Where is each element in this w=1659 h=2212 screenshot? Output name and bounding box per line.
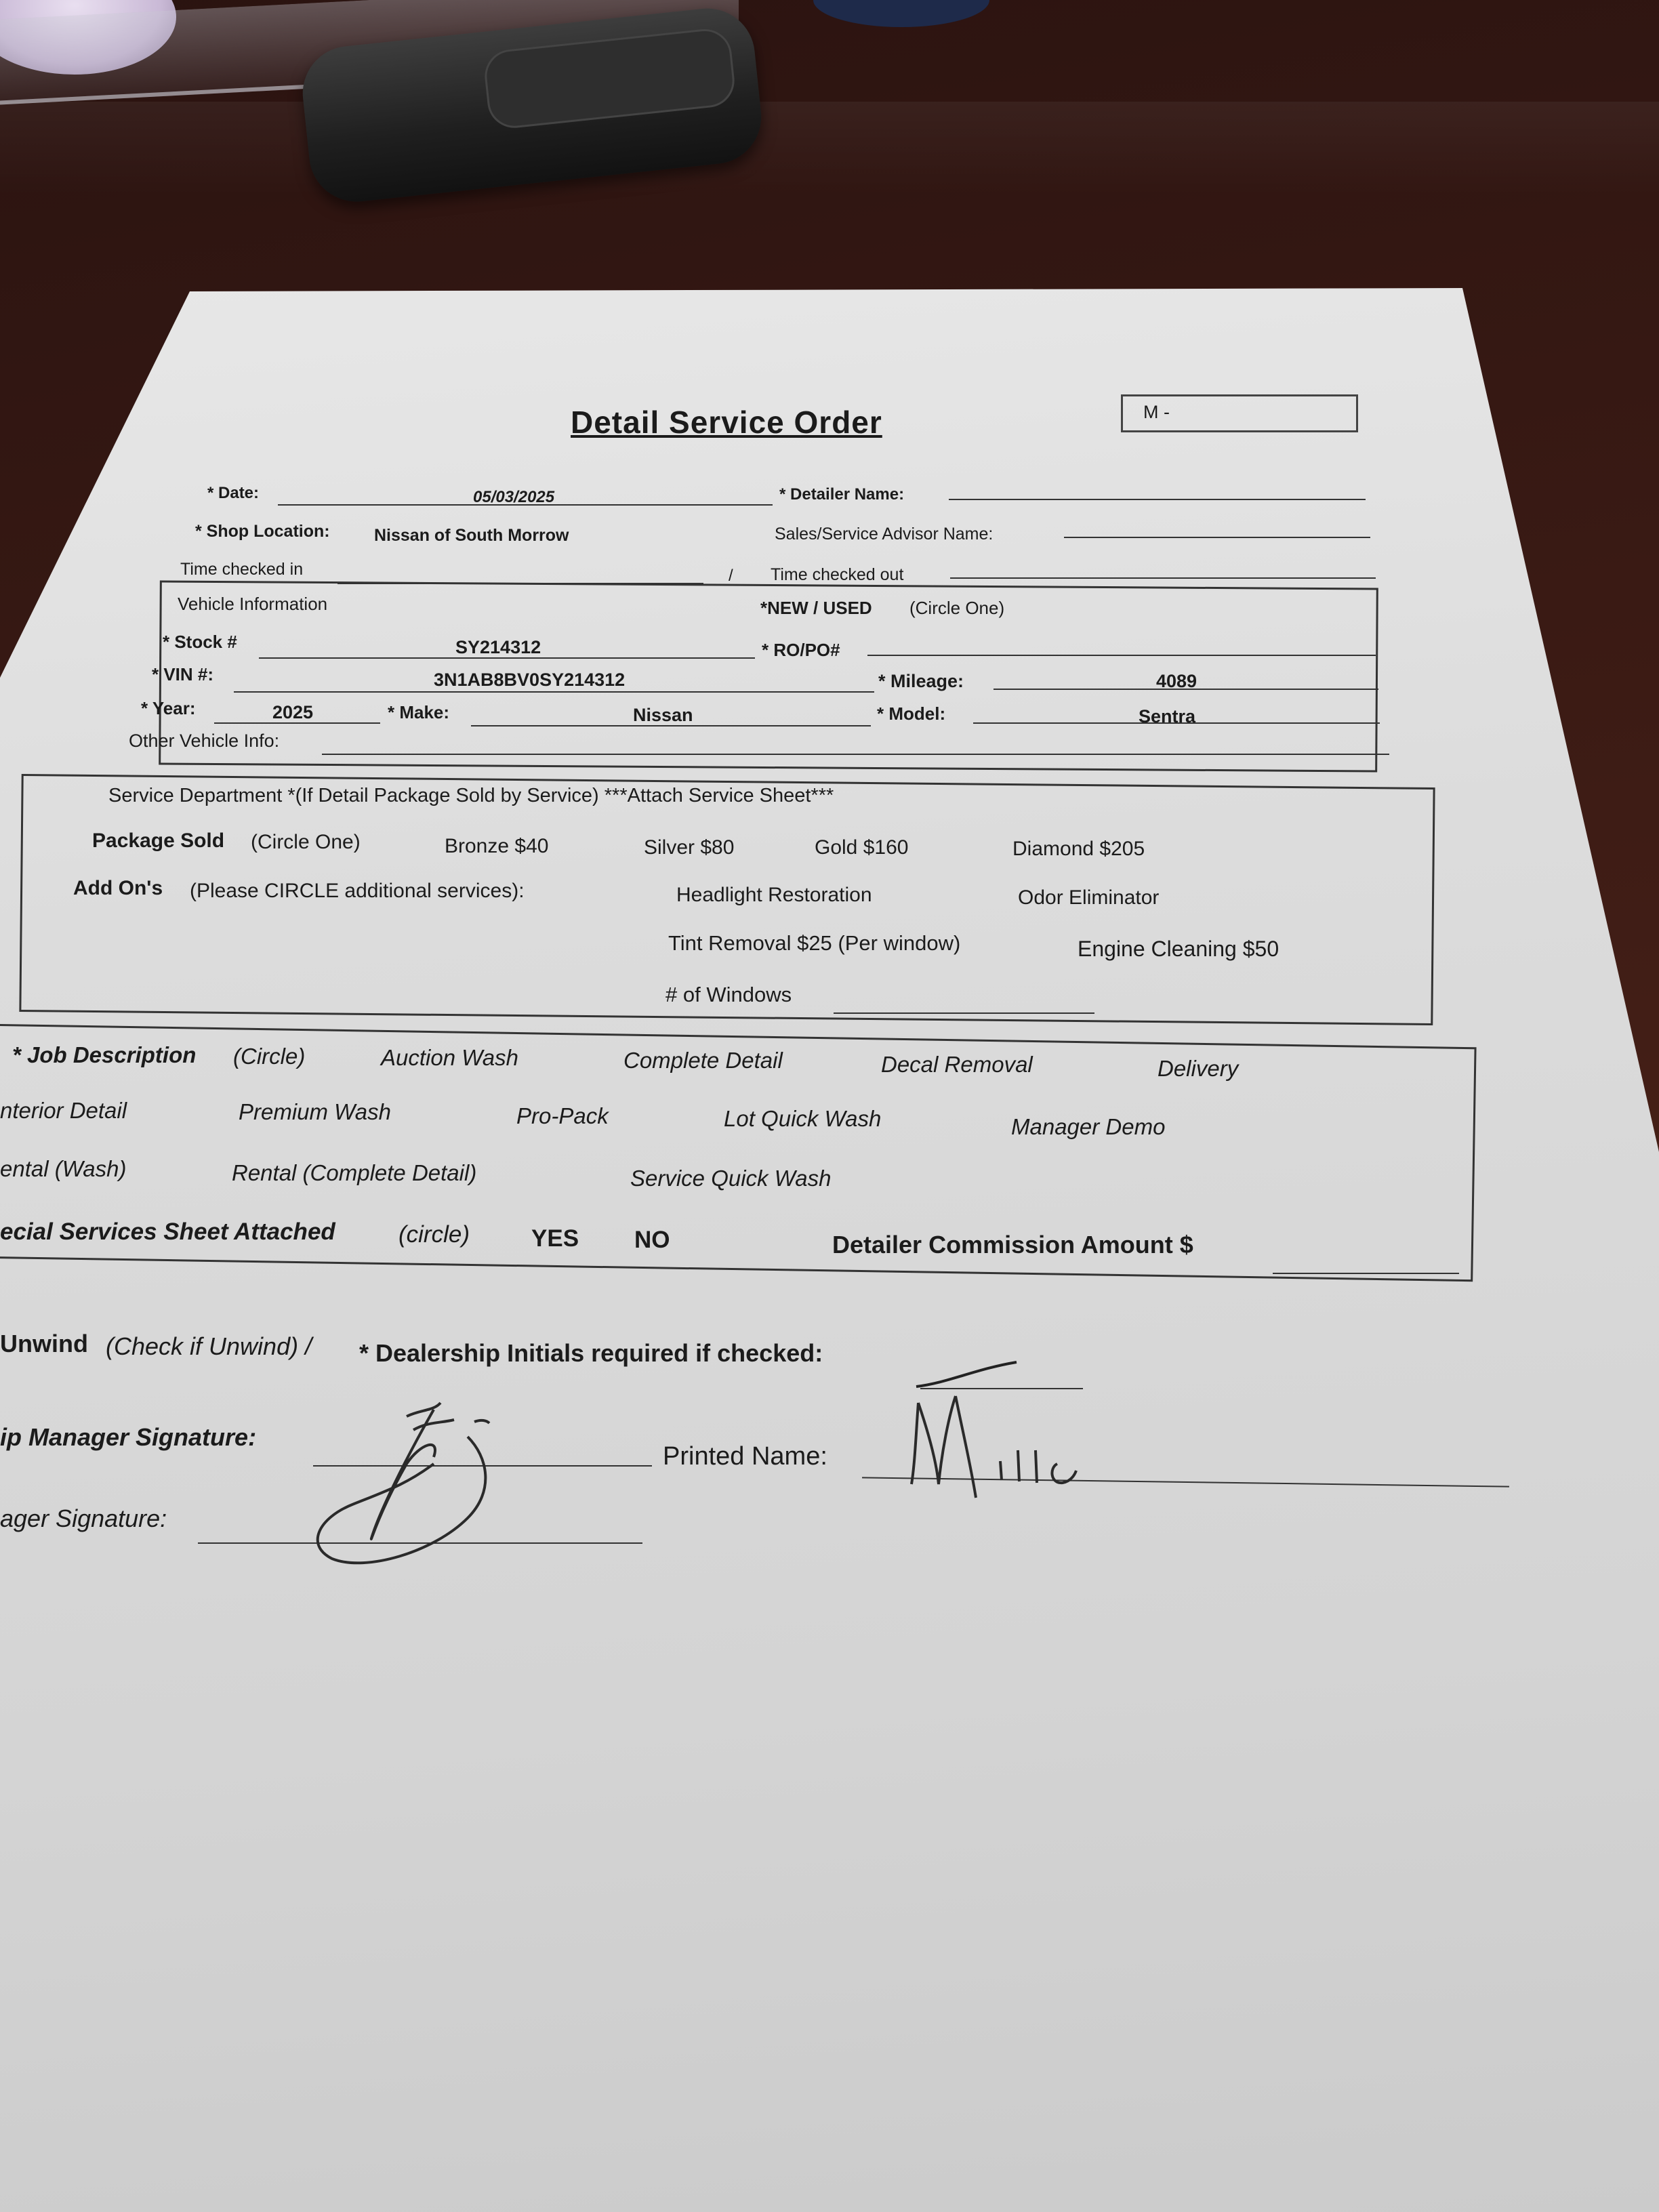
form-title: Detail Service Order <box>571 405 882 440</box>
addon-tint-removal[interactable]: Tint Removal $25 (Per window) <box>668 931 961 955</box>
date-value[interactable]: 05/03/2025 <box>473 488 555 506</box>
make-label: * Make: <box>388 702 450 722</box>
special-yes[interactable]: YES <box>531 1225 579 1252</box>
special-services-label: ecial Services Sheet Attached <box>0 1218 335 1245</box>
time-out-label: Time checked out <box>771 565 904 584</box>
unwind-hint: (Check if Unwind) / <box>106 1332 312 1360</box>
date-label: * Date: <box>207 484 260 502</box>
job-auction-wash[interactable]: Auction Wash <box>381 1045 518 1070</box>
unwind-label: Unwind <box>0 1330 88 1357</box>
printed-name-handwriting <box>912 1396 1076 1498</box>
new-used-hint: (Circle One) <box>909 598 1005 618</box>
vehicle-section-label: Vehicle Information <box>178 594 328 614</box>
shop-location-label: * Shop Location: <box>195 522 330 541</box>
package-hint: (Circle One) <box>251 831 361 853</box>
second-signature-label: ager Signature: <box>0 1504 167 1532</box>
job-description-label: * Job Description <box>12 1042 197 1067</box>
package-gold[interactable]: Gold $160 <box>815 836 909 859</box>
job-rental-wash[interactable]: ental (Wash) <box>0 1156 127 1181</box>
year-label: * Year: <box>141 698 196 718</box>
job-pro-pack[interactable]: Pro-Pack <box>516 1103 609 1128</box>
job-lot-quick-wash[interactable]: Lot Quick Wash <box>724 1106 882 1131</box>
order-number-prefix: M - <box>1143 402 1170 422</box>
ro-po-label: * RO/PO# <box>762 640 840 660</box>
model-value[interactable]: Sentra <box>1139 706 1196 726</box>
addons-hint: (Please CIRCLE additional services): <box>190 880 525 902</box>
mileage-value[interactable]: 4089 <box>1156 671 1197 691</box>
addon-odor[interactable]: Odor Eliminator <box>1018 886 1160 909</box>
initials-label: * Dealership Initials required if checked: <box>359 1339 823 1367</box>
commission-label: Detailer Commission Amount $ <box>832 1231 1193 1258</box>
time-in-label: Time checked in <box>180 560 304 579</box>
package-bronze[interactable]: Bronze $40 <box>445 835 549 857</box>
addon-headlight[interactable]: Headlight Restoration <box>676 884 872 906</box>
vin-label: * VIN #: <box>152 664 214 684</box>
job-manager-demo[interactable]: Manager Demo <box>1011 1114 1166 1139</box>
job-service-quick-wash[interactable]: Service Quick Wash <box>630 1166 832 1191</box>
manager-signature-label: ip Manager Signature: <box>0 1423 257 1451</box>
advisor-label: Sales/Service Advisor Name: <box>775 525 994 544</box>
windows-label: # of Windows <box>665 983 792 1006</box>
new-used-label[interactable]: *NEW / USED <box>760 598 872 618</box>
package-label: Package Sold <box>92 830 225 852</box>
job-premium-wash[interactable]: Premium Wash <box>239 1099 391 1124</box>
package-diamond[interactable]: Diamond $205 <box>1012 838 1145 860</box>
package-silver[interactable]: Silver $80 <box>644 836 735 859</box>
other-info-label: Other Vehicle Info: <box>129 731 280 751</box>
initials-mark <box>916 1362 1017 1387</box>
job-interior-detail[interactable]: nterior Detail <box>0 1098 127 1123</box>
time-separator: / <box>729 567 733 585</box>
make-value[interactable]: Nissan <box>633 705 693 725</box>
addons-label: Add On's <box>73 877 163 899</box>
detailer-name-label: * Detailer Name: <box>779 485 905 504</box>
job-complete-detail[interactable]: Complete Detail <box>623 1048 783 1073</box>
year-value[interactable]: 2025 <box>272 702 314 722</box>
addon-engine-cleaning[interactable]: Engine Cleaning $50 <box>1078 937 1279 961</box>
stock-label: * Stock # <box>163 632 237 652</box>
special-no[interactable]: NO <box>634 1227 670 1253</box>
stock-value[interactable]: SY214312 <box>455 637 541 657</box>
job-decal-removal[interactable]: Decal Removal <box>881 1052 1033 1077</box>
job-description-hint: (Circle) <box>233 1044 306 1069</box>
job-delivery[interactable]: Delivery <box>1158 1056 1239 1081</box>
model-label: * Model: <box>877 703 946 724</box>
vin-value[interactable]: 3N1AB8BV0SY214312 <box>434 670 626 690</box>
special-services-hint: (circle) <box>398 1221 470 1248</box>
service-header: Service Department *(If Detail Package Sold by Service) ***Attach Service Sheet*** <box>108 785 834 806</box>
shop-location-value[interactable]: Nissan of South Morrow <box>374 526 569 545</box>
printed-name-label: Printed Name: <box>663 1442 827 1471</box>
printed-name-value <box>935 1464 939 1465</box>
mileage-label: * Mileage: <box>878 671 964 691</box>
job-rental-complete[interactable]: Rental (Complete Detail) <box>232 1160 477 1185</box>
manager-signature-scribble <box>318 1403 489 1563</box>
